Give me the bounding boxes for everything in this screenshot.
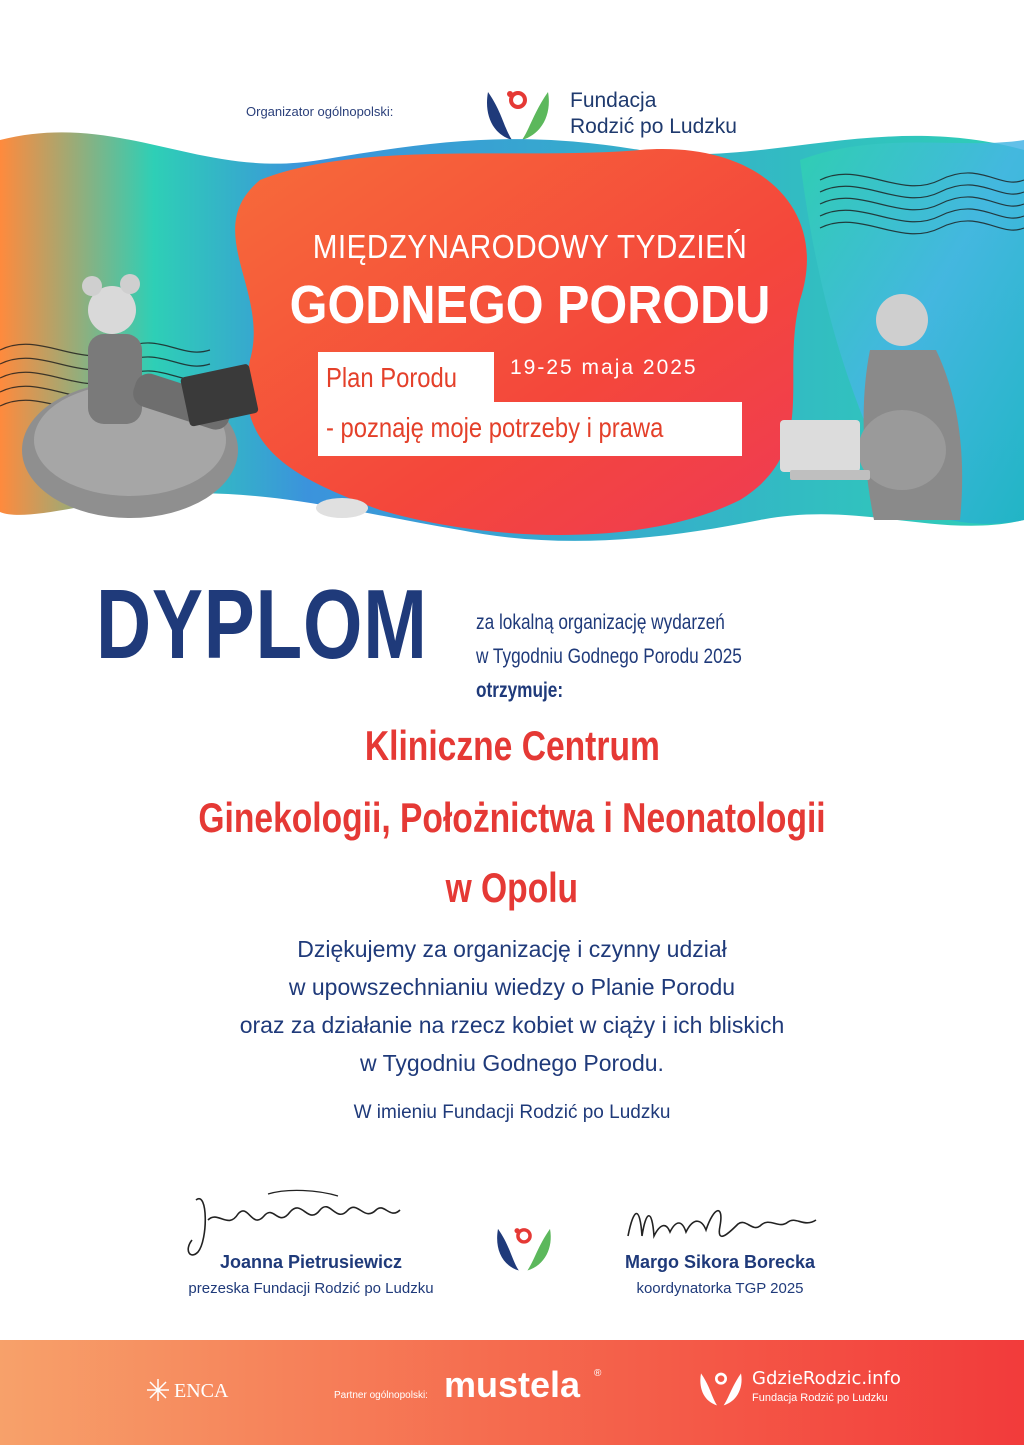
plan-title: Plan Porodu bbox=[326, 362, 457, 393]
thanks-line3: oraz za działanie na rzecz kobiet w ciąży i ich bliskich bbox=[239, 1012, 785, 1038]
plan-subtitle: - poznaję moje potrzeby i prawa bbox=[326, 412, 664, 443]
gdzierodzic-logo-icon bbox=[696, 1368, 746, 1408]
enca-logo: ENCA bbox=[174, 1380, 229, 1402]
thanks-line2: w upowszechnianiu wiedzy o Planie Porodu bbox=[288, 974, 736, 1000]
institution-line2 bbox=[0, 794, 1024, 842]
event-title-line1: MIĘDZYNARODOWY TYDZIEŃ bbox=[312, 228, 748, 265]
gdzierodzic-subtitle: Fundacja Rodzić po Ludzku bbox=[752, 1392, 888, 1404]
institution-line1 bbox=[0, 722, 1024, 770]
institution-line3 bbox=[0, 864, 1024, 912]
gdzierodzic-name: GdzieRodzic.info bbox=[752, 1368, 901, 1389]
thanks-line1: Dziękujemy za organizację i czynny udział bbox=[297, 936, 727, 962]
registered-mark: ® bbox=[594, 1368, 602, 1379]
diploma-subtitle bbox=[476, 606, 742, 708]
foundation-name-line2: Rodzić po Ludzku bbox=[570, 115, 737, 138]
receives-label: otrzymuje: bbox=[476, 679, 564, 702]
event-dates: 19-25 maja 2025 bbox=[510, 356, 698, 379]
institution-line2-text: Ginekologii, Położnictwa i Neonatologii bbox=[198, 794, 826, 841]
right-signer-name: Margo Sikora Borecka bbox=[624, 1252, 816, 1272]
partner-label: Partner ogólnopolski: bbox=[334, 1390, 428, 1401]
diploma-title: DYPLOM bbox=[96, 569, 428, 679]
institution-line3-text: w Opolu bbox=[445, 864, 579, 911]
subtitle-line1: za lokalną organizację wydarzeń bbox=[476, 611, 725, 634]
organizer-label: Organizator ogólnopolski: bbox=[246, 104, 394, 119]
signature-right bbox=[620, 1196, 830, 1256]
on-behalf-text: W imieniu Fundacji Rodzić po Ludzku bbox=[353, 1102, 671, 1123]
event-title-line2: GODNEGO PORODU bbox=[289, 275, 771, 335]
thanks-text bbox=[0, 930, 1024, 1082]
foundation-name-line1: Fundacja bbox=[570, 89, 657, 112]
mustela-logo: mustela bbox=[444, 1364, 581, 1405]
foundation-logo-small-icon bbox=[492, 1222, 556, 1274]
left-signer-name: Joanna Pietrusiewicz bbox=[219, 1252, 403, 1272]
right-signer-role: koordynatorka TGP 2025 bbox=[636, 1280, 804, 1297]
enca-snowflake-icon bbox=[146, 1378, 170, 1402]
thanks-line4: w Tygodniu Godnego Porodu. bbox=[360, 1050, 664, 1076]
left-signer-role: prezeska Fundacji Rodzić po Ludzku bbox=[188, 1280, 434, 1297]
subtitle-line2: w Tygodniu Godnego Porodu 2025 bbox=[476, 645, 742, 668]
institution-line1-text: Kliniczne Centrum bbox=[364, 722, 660, 769]
